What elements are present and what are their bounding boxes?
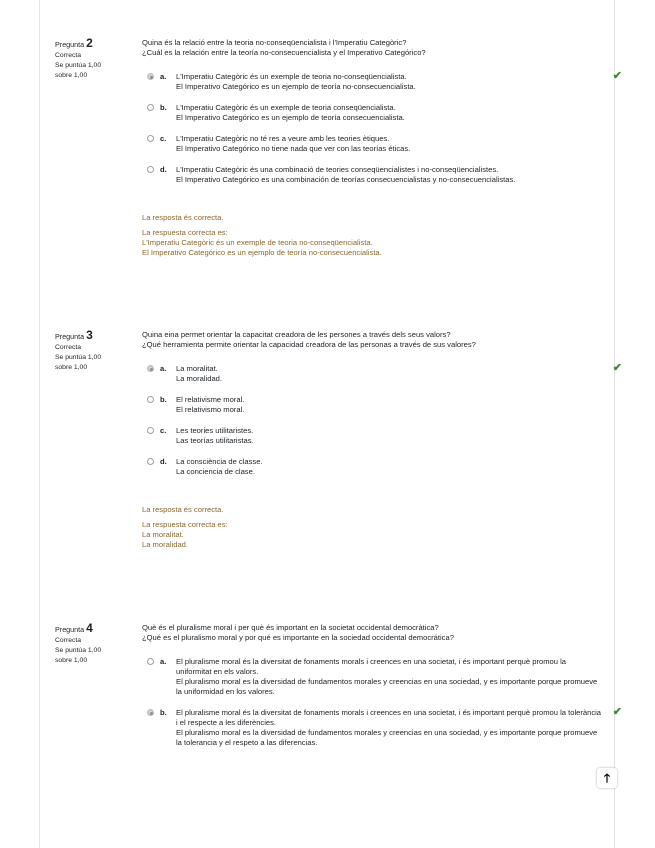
feedback-status: La resposta és correcta. bbox=[142, 213, 224, 222]
answer-option-a[interactable] bbox=[142, 70, 622, 92]
answer-text-spanish: La conciencia de clase. bbox=[176, 467, 255, 476]
question-content bbox=[142, 38, 622, 258]
answer-option-b[interactable] bbox=[142, 103, 602, 123]
answer-text-catalan: La moralitat. bbox=[176, 364, 218, 373]
feedback-intro: La respuesta correcta es: bbox=[142, 520, 228, 529]
check-icon: ✔ bbox=[612, 706, 622, 718]
check-icon: ✔ bbox=[612, 362, 622, 374]
check-icon: ✔ bbox=[612, 70, 622, 82]
question-status: Correcta bbox=[55, 52, 82, 59]
question-info bbox=[55, 330, 125, 373]
question-label: Pregunta bbox=[55, 625, 85, 634]
feedback-answer-spanish: La moralidad. bbox=[142, 540, 189, 549]
answer-list bbox=[142, 70, 622, 185]
answer-text-spanish: El pluralismo moral es la diversidad de fundamentos morales y creencias en una sociedad, y es importante porque promueve la tolerancia y el respeto a las diferencias. bbox=[176, 728, 598, 747]
answer-list bbox=[142, 362, 622, 477]
answer-letter: d. bbox=[160, 165, 167, 174]
radio-button[interactable] bbox=[147, 458, 154, 465]
answer-option-c[interactable] bbox=[142, 134, 602, 154]
answer-letter: a. bbox=[160, 364, 167, 373]
answer-text-spanish: El Imperativo Categórico es un ejemplo de teoría consecuencialista. bbox=[176, 113, 405, 122]
answer-text-catalan: L'Imperatiu Categòric és un exemple de teoria conseqüencialista. bbox=[176, 103, 396, 112]
question-number: 2 bbox=[86, 36, 93, 50]
answer-text-catalan: L'Imperatiu Categòric és un exemple de teoria no-conseqüencialista. bbox=[176, 72, 407, 81]
answer-letter: c. bbox=[160, 134, 167, 143]
question-info bbox=[55, 38, 125, 81]
answer-letter: a. bbox=[160, 72, 167, 81]
arrow-up-icon: 🡑 bbox=[603, 771, 611, 785]
question-score: Se puntúa 1,00 bbox=[55, 62, 102, 69]
question-score: Se puntúa 1,00 bbox=[55, 647, 102, 654]
question-score-max: sobre 1,00 bbox=[55, 72, 88, 79]
answer-text-spanish: El Imperativo Categórico es un ejemplo de teoría no-consecuencialista. bbox=[176, 82, 416, 91]
answer-text-catalan: L'Imperatiu Categòric no té res a veure amb les teories ètiques. bbox=[176, 134, 390, 143]
prompt-spanish: ¿Qué es el pluralismo moral y por qué es importante en la sociedad occidental democrática? bbox=[142, 633, 454, 642]
answer-text-catalan: La consciència de classe. bbox=[176, 457, 263, 466]
answer-letter: a. bbox=[160, 657, 167, 666]
question-number: 3 bbox=[86, 328, 93, 342]
answer-letter: b. bbox=[160, 395, 167, 404]
answer-text-spanish: El pluralismo moral es la diversidad de fundamentos morales y creencias en una sociedad, y es importante porque promueve la uniformidad en los valores. bbox=[176, 677, 598, 696]
answer-text-catalan: El pluralisme moral és la diversitat de fonaments morals i creences en una societat, i és important perquè promou la uniformitat en els valors. bbox=[176, 657, 566, 676]
question-score-max: sobre 1,00 bbox=[55, 657, 88, 664]
quiz-review-panel bbox=[39, 0, 622, 848]
feedback bbox=[142, 505, 602, 550]
feedback-intro: La respuesta correcta es: bbox=[142, 228, 228, 237]
question-status: Correcta bbox=[55, 637, 82, 644]
answer-text-catalan: El relativisme moral. bbox=[176, 395, 245, 404]
answer-letter: d. bbox=[160, 457, 167, 466]
question-prompt bbox=[142, 330, 602, 350]
answer-letter: b. bbox=[160, 103, 167, 112]
answer-option-b[interactable] bbox=[142, 706, 622, 748]
radio-button-selected[interactable] bbox=[147, 709, 154, 716]
radio-button[interactable] bbox=[147, 104, 154, 111]
feedback bbox=[142, 213, 602, 258]
radio-button[interactable] bbox=[147, 396, 154, 403]
answer-text-spanish: Las teorías utilitaristas. bbox=[176, 436, 254, 445]
question-status: Correcta bbox=[55, 344, 82, 351]
answer-option-b[interactable] bbox=[142, 395, 602, 415]
answer-text-spanish: El relativismo moral. bbox=[176, 405, 245, 414]
prompt-catalan: Quina és la relació entre la teoria no-conseqüencialista i l'Imperatiu Categòric? bbox=[142, 38, 407, 47]
answer-option-d[interactable] bbox=[142, 457, 602, 477]
question-info bbox=[55, 623, 125, 666]
answer-text-spanish: El Imperativo Categórico es una combinación de teorías consecuencialistas y no-consecuencialistas. bbox=[176, 175, 516, 184]
question-prompt bbox=[142, 623, 602, 643]
answer-text-spanish: El Imperativo Categórico no tiene nada que ver con las teorías éticas. bbox=[176, 144, 411, 153]
answer-text-catalan: El pluralisme moral és la diversitat de fonaments morals i creences en una societat, i és important perquè promou la tolerància i el respecte a les diferències. bbox=[176, 708, 602, 727]
answer-letter: c. bbox=[160, 426, 167, 435]
radio-button[interactable] bbox=[147, 166, 154, 173]
radio-button[interactable] bbox=[147, 658, 154, 665]
answer-option-d[interactable] bbox=[142, 165, 602, 185]
answer-list bbox=[142, 657, 622, 748]
prompt-spanish: ¿Cuál es la relación entre la teoría no-consecuencialista y el Imperativo Categórico? bbox=[142, 48, 426, 57]
answer-option-a[interactable] bbox=[142, 657, 602, 697]
question-label: Pregunta bbox=[55, 332, 85, 341]
question-score-max: sobre 1,00 bbox=[55, 364, 88, 371]
answer-option-a[interactable] bbox=[142, 362, 622, 384]
answer-text-catalan: Les teories utilitaristes. bbox=[176, 426, 254, 435]
prompt-spanish: ¿Qué herramienta permite orientar la capacidad creadora de las personas a través de sus valores? bbox=[142, 340, 476, 349]
radio-button[interactable] bbox=[147, 427, 154, 434]
question-content bbox=[142, 330, 622, 550]
feedback-answer-spanish: El Imperativo Categórico es un ejemplo de teoría no-consecuencialista. bbox=[142, 248, 382, 257]
question-label: Pregunta bbox=[55, 40, 85, 49]
question-prompt bbox=[142, 38, 602, 58]
feedback-status: La resposta és correcta. bbox=[142, 505, 224, 514]
answer-option-c[interactable] bbox=[142, 426, 602, 446]
feedback-answer-catalan: L'Imperatiu Categòric és un exemple de teoria no-conseqüencialista. bbox=[142, 238, 373, 247]
question-number: 4 bbox=[86, 621, 93, 635]
answer-text-spanish: La moralidad. bbox=[176, 374, 223, 383]
scroll-to-top-button[interactable] bbox=[597, 768, 617, 788]
answer-text-catalan: L'Imperatiu Categòric és una combinació de teories conseqüencialistes i no-conseqüencialistes. bbox=[176, 165, 499, 174]
radio-button-selected[interactable] bbox=[147, 73, 154, 80]
question-content bbox=[142, 623, 622, 759]
question-score: Se puntúa 1,00 bbox=[55, 354, 102, 361]
radio-button[interactable] bbox=[147, 135, 154, 142]
prompt-catalan: Què és el pluralisme moral i per què és important en la societat occidental democràtica? bbox=[142, 623, 439, 632]
radio-button-selected[interactable] bbox=[147, 365, 154, 372]
feedback-answer-catalan: La moralitat. bbox=[142, 530, 184, 539]
prompt-catalan: Quina eina permet orientar la capacitat creadora de les persones a través dels seus valors? bbox=[142, 330, 451, 339]
answer-letter: b. bbox=[160, 708, 167, 717]
